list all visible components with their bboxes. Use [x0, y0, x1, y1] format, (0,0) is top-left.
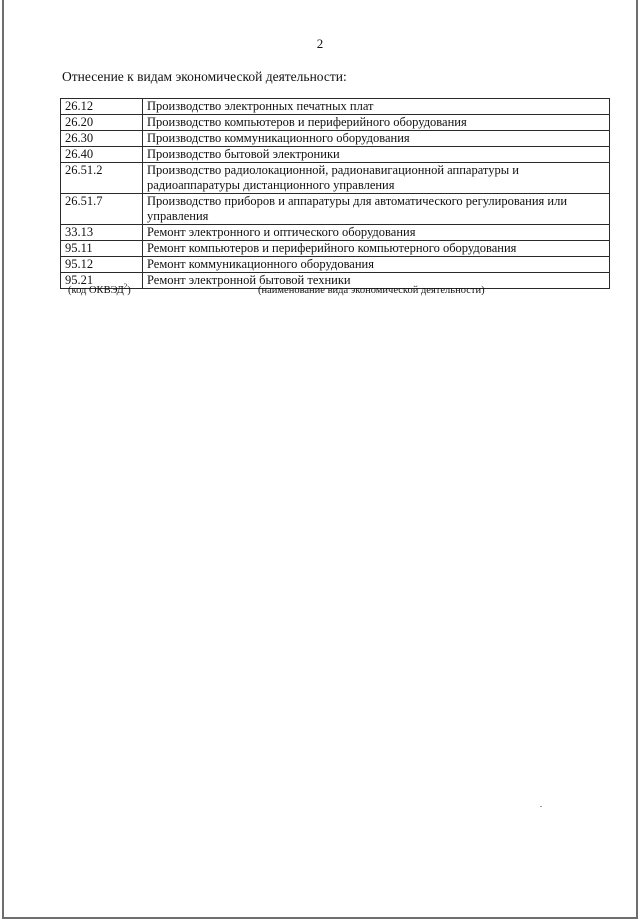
page-number: 2: [316, 36, 324, 51]
scan-speck: [540, 806, 542, 807]
activity-name: Производство бытовой электроники: [143, 147, 610, 163]
caption-activity-name: (наименование вида экономической деятельности): [258, 285, 485, 296]
caption-okved-code: [68, 282, 131, 296]
activity-name: Ремонт электронного и оптического оборудования: [143, 225, 610, 241]
activity-name: Производство приборов и аппаратуры для автоматического регулирования или управления: [143, 194, 610, 225]
table-row: [61, 241, 610, 257]
activity-name: Производство компьютеров и периферийного оборудования: [143, 115, 610, 131]
okved-code: 95.12: [61, 257, 143, 273]
table-row: [61, 257, 610, 273]
okved-code: 26.30: [61, 131, 143, 147]
intro-text: Отнесение к видам экономической деятельности:: [62, 69, 347, 84]
okved-code: 33.13: [61, 225, 143, 241]
table-row: [61, 194, 610, 225]
caption-code-close: ): [127, 285, 131, 296]
activity-codes-table: [60, 98, 610, 289]
okved-code: 26.12: [61, 99, 143, 115]
table-row: [61, 99, 610, 115]
okved-code: 95.11: [61, 241, 143, 257]
okved-code: 26.20: [61, 115, 143, 131]
table-row: [61, 147, 610, 163]
okved-code: 26.51.2: [61, 163, 143, 194]
okved-code: 26.40: [61, 147, 143, 163]
okved-code: 95.21: [61, 273, 143, 289]
table-row: [61, 115, 610, 131]
table-row: [61, 225, 610, 241]
activity-name: Ремонт компьютеров и периферийного компьютерного оборудования: [143, 241, 610, 257]
activity-name: Производство коммуникационного оборудования: [143, 131, 610, 147]
activity-name: Производство электронных печатных плат: [143, 99, 610, 115]
caption-code-label: (код ОКВЭД: [68, 285, 124, 296]
activity-name: Ремонт электронной бытовой техники: [143, 273, 610, 289]
activity-name: Производство радиолокационной, радионавигационной аппаратуры и радиоаппаратуры дистанционного управления: [143, 163, 610, 194]
footnote-marker: 2: [123, 282, 128, 291]
table-row: [61, 163, 610, 194]
table-row: [61, 131, 610, 147]
activity-name: Ремонт коммуникационного оборудования: [143, 257, 610, 273]
okved-code: 26.51.7: [61, 194, 143, 225]
